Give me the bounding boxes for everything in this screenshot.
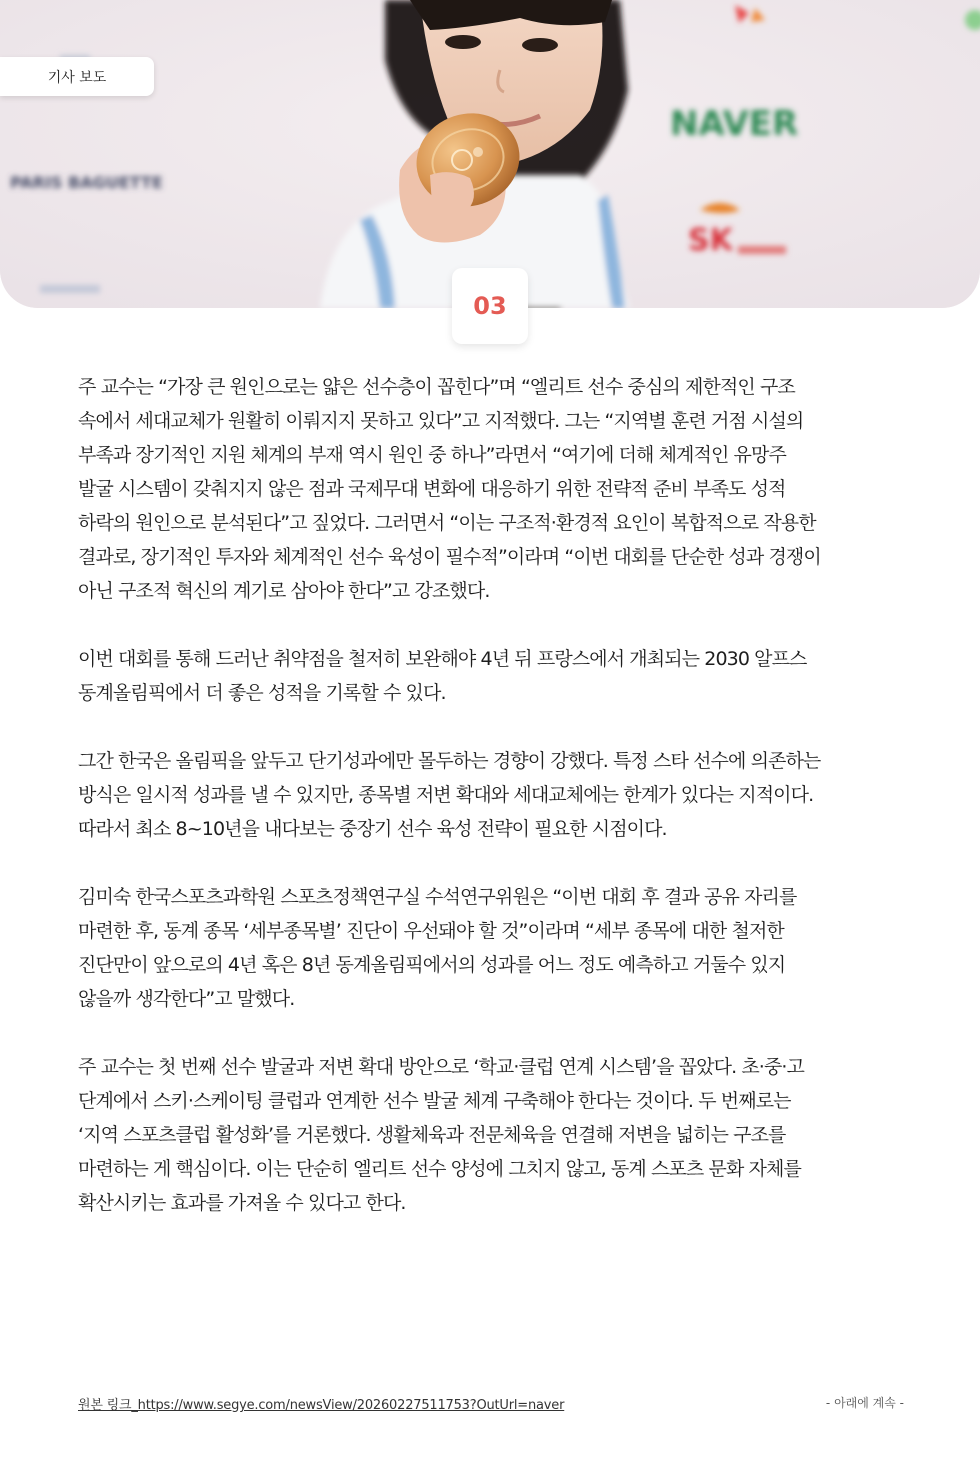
hero-photo <box>0 0 980 308</box>
text-line: 진단만이 앞으로의 4년 혹은 8년 동계올림픽에서의 성과를 어느 정도 예측하고 거둘수 있지 <box>78 954 786 976</box>
category-tag <box>0 57 154 96</box>
text-line: 부족과 장기적인 지원 체계의 부재 역시 원인 중 하나”라면서 “여기에 더해 체계적인 유망주 <box>78 444 786 466</box>
backdrop-text-paris: PARIS BAGUETTE <box>10 173 163 192</box>
text-line: 속에서 세대교체가 원활히 이뤄지지 못하고 있다”고 지적했다. 그는 “지역별 훈련 거점 시설의 <box>78 410 804 432</box>
text-line: 하락의 원인으로 분석된다”고 짚었다. 그러면서 “이는 구조적·환경적 요인이 복합적으로 작용한 <box>78 512 816 534</box>
text-line: 마련하는 게 핵심이다. 이는 단순히 엘리트 선수 양성에 그치지 않고, 동계 스포츠 문화 자체를 <box>78 1158 801 1180</box>
text-line: 않을까 생각한다”고 말했다. <box>78 988 295 1010</box>
text-line: 마련한 후, 동계 종목 ‘세부종목별’ 진단이 우선돼야 할 것”이라며 “세부 종목에 대한 철저한 <box>78 920 784 942</box>
paragraph-1 <box>78 370 914 608</box>
text-line: 발굴 시스템이 갖춰지지 않은 점과 국제무대 변화에 대응하기 위한 전략적 준비 부족도 성적 <box>78 478 786 500</box>
text-line: 결과로, 장기적인 투자와 체계적인 선수 육성이 필수적”이라며 “이번 대회를 단순한 성과 경쟁이 <box>78 546 821 568</box>
article-body <box>78 370 914 1254</box>
backdrop-text-sk: SK <box>688 223 733 258</box>
continued-label: - 아래에 계속 - <box>825 1396 904 1410</box>
paragraph-4 <box>78 880 914 1016</box>
text-line: 주 교수는 “가장 큰 원인으로는 얇은 선수층이 꼽힌다”며 “엘리트 선수 중심의 제한적인 구조 <box>78 376 795 398</box>
paragraph-3 <box>78 744 914 846</box>
text-line: 따라서 최소 8~10년을 내다보는 중장기 선수 육성 전략이 필요한 시점이다. <box>78 818 667 840</box>
section-number-badge <box>452 268 528 344</box>
text-line: 이번 대회를 통해 드러난 취약점을 철저히 보완해야 4년 뒤 프랑스에서 개최되는 2030 알프스 <box>78 648 807 670</box>
text-line: 아닌 구조적 혁신의 계기로 삼아야 한다”고 강조했다. <box>78 580 490 602</box>
text-line: 김미숙 한국스포츠과학원 스포츠정책연구실 수석연구위원은 “이번 대회 후 결과 공유 자리를 <box>78 886 797 908</box>
athlete-biting-medal-photo <box>0 0 980 308</box>
section-number: 03 <box>473 292 507 320</box>
text-line: 확산시키는 효과를 가져올 수 있다고 한다. <box>78 1192 406 1214</box>
text-line: 방식은 일시적 성과를 낼 수 있지만, 종목별 저변 확대와 세대교체에는 한계가 있다는 지적이다. <box>78 784 814 806</box>
paragraph-2 <box>78 642 914 710</box>
text-line: 단계에서 스키·스케이팅 클럽과 연계한 선수 발굴 체계 구축해야 한다는 것이다. 두 번째로는 <box>78 1090 791 1112</box>
paragraph-5 <box>78 1050 914 1220</box>
source-link[interactable]: 원본 링크_https://www.segye.com/newsView/20260227511753?OutUrl=naver <box>78 1398 565 1413</box>
text-line: 그간 한국은 올림픽을 앞두고 단기성과에만 몰두하는 경향이 강했다. 특정 스타 선수에 의존하는 <box>78 750 821 772</box>
text-line: 동계올림픽에서 더 좋은 성적을 기록할 수 있다. <box>78 682 446 704</box>
category-tag-label: 기사 보도 <box>47 69 107 86</box>
text-line: ‘지역 스포츠클럽 활성화’를 거론했다. 생활체육과 전문체육을 연결해 저변을 넓히는 구조를 <box>78 1124 786 1146</box>
backdrop-text-naver: NAVER <box>670 104 799 144</box>
text-line: 주 교수는 첫 번째 선수 발굴과 저변 확대 방안으로 ‘학교·클럽 연계 시스템’을 꼽았다. 초·중·고 <box>78 1056 804 1078</box>
